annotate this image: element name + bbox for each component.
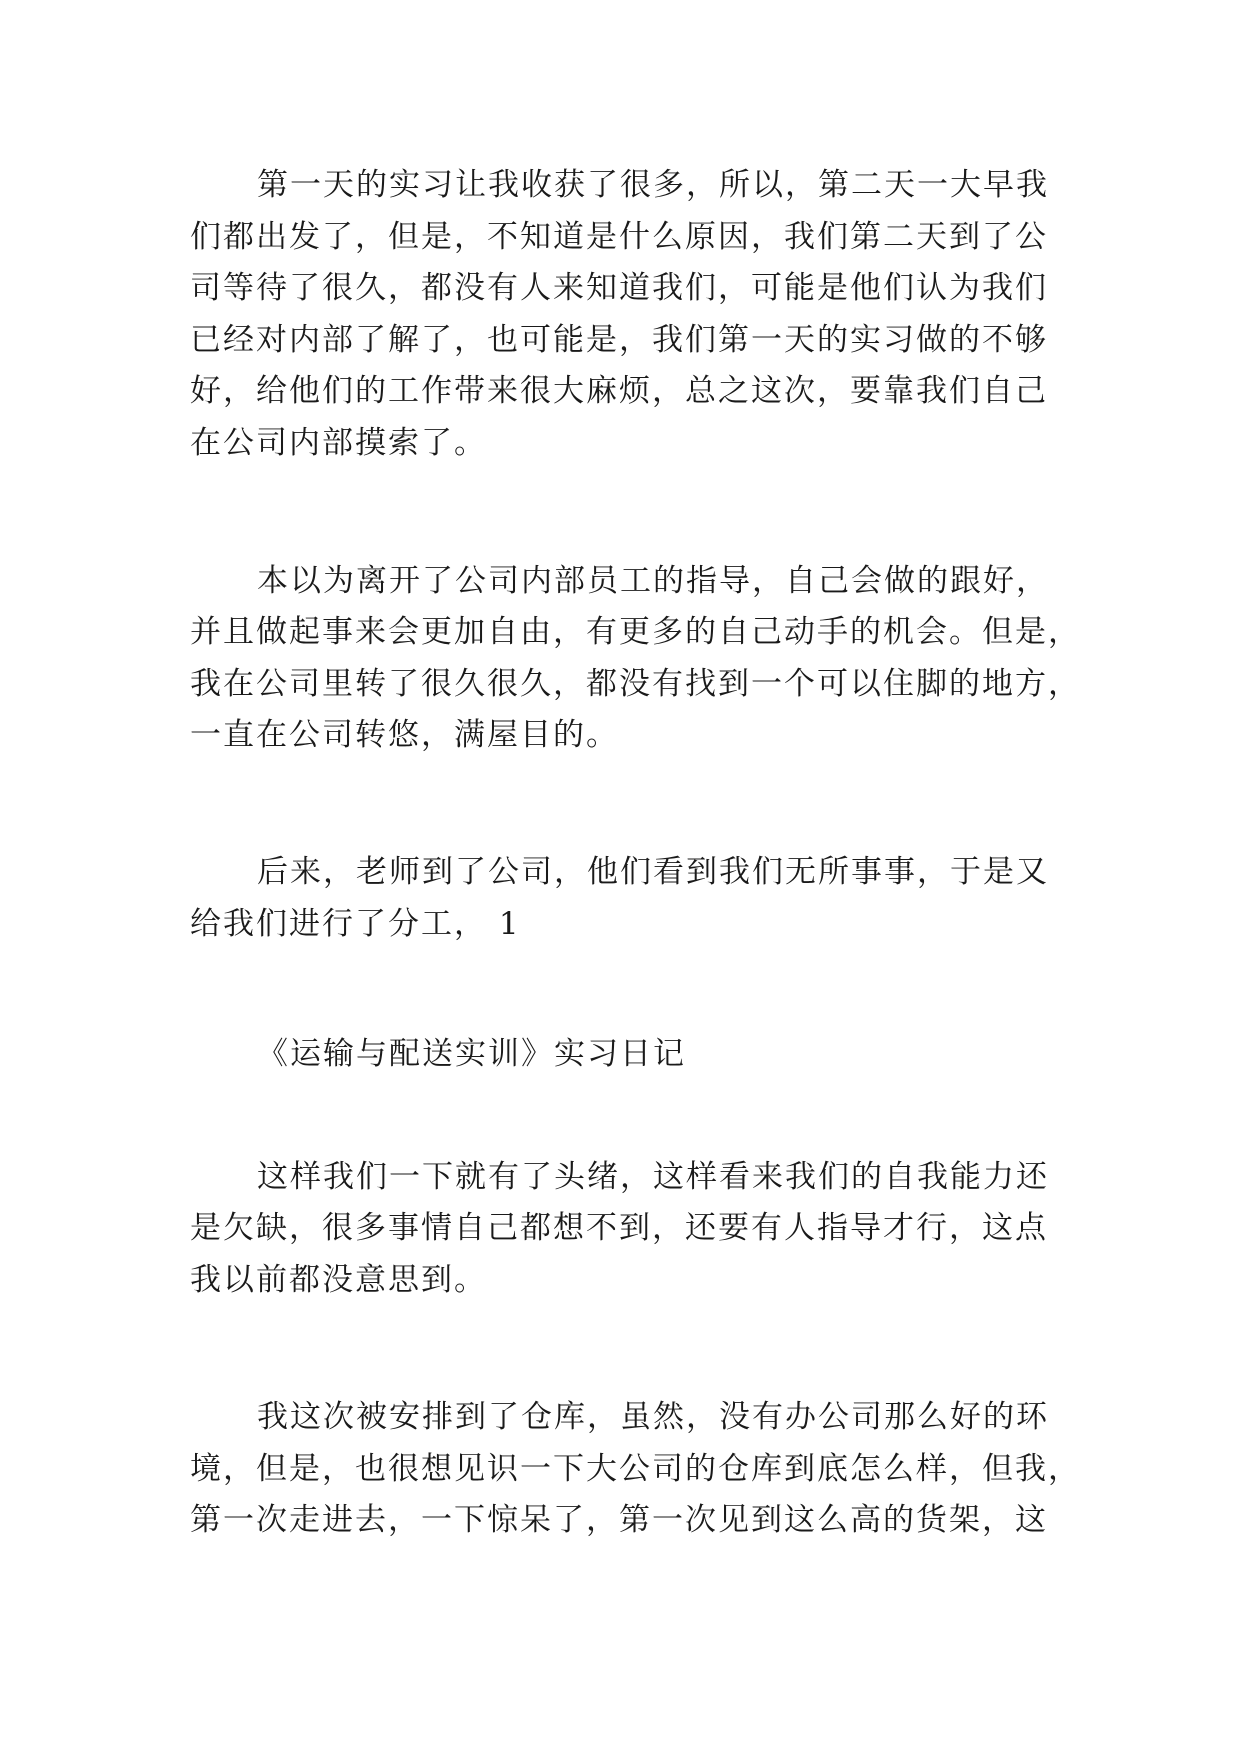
paragraph-2-line-3 <box>0 662 1241 706</box>
paragraph-2-line-1 <box>0 559 1241 603</box>
text-line: 后来，老师到了公司，他们看到我们无所事事，于是又 <box>257 854 1049 890</box>
text-line: 境，但是，也很想见识一下大公司的仓库到底怎么样，但我， <box>190 1451 1081 1487</box>
paragraph-2-line-4 <box>0 713 1241 757</box>
text-line: 们都出发了，但是，不知道是什么原因，我们第二天到了公 <box>190 219 1048 255</box>
document-heading: 《运输与配送实训》实习日记 <box>257 1036 686 1072</box>
text-line: 是欠缺，很多事情自己都想不到，还要有人指导才行，这点 <box>190 1210 1048 1246</box>
text-line: 一直在公司转悠，满屋目的。 <box>190 717 619 753</box>
paragraph-1-line-3 <box>0 266 1241 310</box>
text-line: 第一天的实习让我收获了很多，所以，第二天一大早我 <box>257 167 1049 203</box>
paragraph-3-line-2 <box>0 902 1241 946</box>
paragraph-3-line-1 <box>0 850 1241 894</box>
text-line: 好，给他们的工作带来很大麻烦，总之这次，要靠我们自己 <box>190 373 1048 409</box>
text-line: 第一次走进去，一下惊呆了，第一次见到这么高的货架，这 <box>190 1502 1048 1538</box>
text-line: 已经对内部了解了，也可能是，我们第一天的实习做的不够 <box>190 322 1048 358</box>
paragraph-1-line-1 <box>0 163 1241 207</box>
paragraph-1-line-6 <box>0 421 1241 465</box>
text-line: 给我们进行了分工， 1 <box>190 906 521 942</box>
paragraph-1-line-4 <box>0 318 1241 362</box>
paragraph-1-line-2 <box>0 215 1241 259</box>
text-line: 我在公司里转了很久很久，都没有找到一个可以住脚的地方， <box>190 666 1081 702</box>
text-line: 在公司内部摸索了。 <box>190 425 487 461</box>
text-line: 本以为离开了公司内部员工的指导，自己会做的跟好， <box>257 563 1049 599</box>
paragraph-5-line-2 <box>0 1206 1241 1250</box>
text-line: 我以前都没意思到。 <box>190 1262 487 1298</box>
heading-line <box>0 1032 1241 1076</box>
paragraph-2-line-2 <box>0 610 1241 654</box>
paragraph-1-line-5 <box>0 369 1241 413</box>
paragraph-5-line-1 <box>0 1155 1241 1199</box>
text-line: 司等待了很久，都没有人来知道我们，可能是他们认为我们 <box>190 270 1048 306</box>
paragraph-6-line-2 <box>0 1447 1241 1491</box>
text-line: 这样我们一下就有了头绪，这样看来我们的自我能力还 <box>257 1159 1049 1195</box>
paragraph-6-line-3 <box>0 1498 1241 1542</box>
text-line: 我这次被安排到了仓库，虽然，没有办公司那么好的环 <box>257 1399 1049 1435</box>
paragraph-5-line-3 <box>0 1258 1241 1302</box>
paragraph-6-line-1 <box>0 1395 1241 1439</box>
text-line: 并且做起事来会更加自由，有更多的自己动手的机会。但是， <box>190 614 1081 650</box>
